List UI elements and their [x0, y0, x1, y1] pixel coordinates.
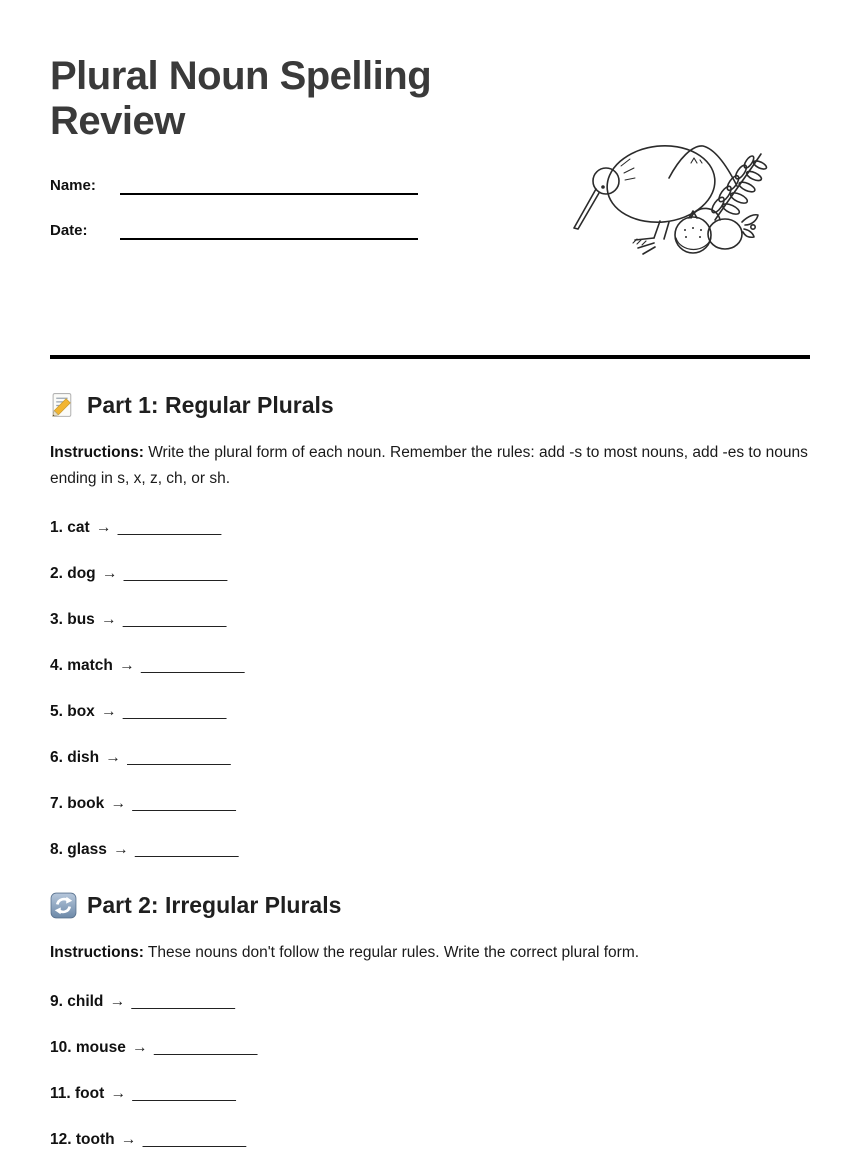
answer-blank: ____________: [142, 1130, 247, 1148]
answer-blank: ____________: [117, 518, 222, 536]
part2-heading: [50, 892, 810, 919]
part1-heading-text: Part 1: Regular Plurals: [87, 391, 334, 418]
answer-blank: ____________: [132, 794, 236, 812]
date-label: Date:: [50, 221, 88, 239]
arrow-glyph: →: [119, 656, 135, 674]
item-word: 6. dish: [50, 748, 100, 766]
memo-pencil-icon: [50, 392, 77, 419]
kiwi-illustration: [565, 132, 815, 272]
item-word: 4. match: [50, 656, 113, 674]
exercise-item-2: [50, 564, 810, 583]
item-word: 3. bus: [50, 610, 95, 628]
exercise-item-3: [50, 610, 810, 629]
item-word: 7. book: [50, 794, 105, 812]
exercise-item-5: [50, 702, 810, 721]
kiwi-bird-drawing: [565, 132, 815, 272]
item-word: 2. dog: [50, 564, 96, 582]
item-word: 9. child: [50, 992, 104, 1010]
answer-blank: ____________: [141, 656, 245, 674]
part1-heading: [50, 392, 810, 419]
answer-blank: ____________: [153, 1038, 258, 1056]
exercise-item-1: [50, 518, 810, 537]
answer-blank: ____________: [122, 702, 227, 720]
exercise-item-7: [50, 794, 810, 813]
part2-items: [50, 992, 810, 1149]
exercise-item-10: [50, 1038, 810, 1057]
arrow-glyph: →: [132, 1038, 148, 1056]
exercise-item-11: [50, 1084, 810, 1103]
arrow-glyph: →: [101, 564, 118, 582]
section-divider: [50, 355, 810, 359]
exercise-item-8: [50, 840, 810, 859]
exercise-item-9: [50, 992, 810, 1011]
item-word: 1. cat: [50, 518, 90, 536]
date-write-line: [120, 220, 418, 240]
answer-blank: ____________: [132, 1084, 236, 1102]
part1-instructions-text: Write the plural form of each noun. Remember the rules: add -s to most nouns, add -es to nouns ending in s, x, z, ch, or sh.: [50, 443, 808, 487]
arrow-glyph: →: [105, 748, 121, 766]
arrow-glyph: →: [95, 518, 112, 536]
part2-instructions-text: These nouns don't follow the regular rules. Write the correct plural form.: [147, 943, 640, 961]
arrow-glyph: →: [120, 1130, 137, 1148]
exercise-item-4: [50, 656, 810, 675]
part1-items: [50, 518, 810, 859]
arrow-glyph: →: [110, 794, 127, 812]
answer-blank: ____________: [123, 564, 228, 582]
part1-instructions-label: Instructions:: [50, 443, 144, 461]
item-word: 10. mouse: [50, 1038, 126, 1056]
item-word: 12. tooth: [50, 1130, 115, 1148]
item-word: 5. box: [50, 702, 95, 720]
part2-instructions: [50, 940, 810, 966]
item-word: 11. foot: [50, 1084, 105, 1102]
exercise-item-12: [50, 1130, 810, 1149]
part2-instructions-label: Instructions:: [50, 943, 144, 961]
answer-blank: ____________: [127, 748, 231, 766]
refresh-arrows-icon: [50, 892, 77, 919]
answer-blank: ____________: [122, 610, 227, 628]
page-title: Plural Noun Spelling Review: [50, 54, 432, 143]
item-word: 8. glass: [50, 840, 107, 858]
arrow-glyph: →: [101, 702, 117, 720]
name-write-line: [120, 175, 418, 195]
arrow-glyph: →: [101, 610, 117, 628]
answer-blank: ____________: [135, 840, 239, 858]
arrow-glyph: →: [109, 992, 126, 1010]
part2-heading-text: Part 2: Irregular Plurals: [87, 891, 342, 918]
arrow-glyph: →: [113, 840, 129, 858]
arrow-glyph: →: [110, 1084, 127, 1102]
exercise-item-6: [50, 748, 810, 767]
part1-instructions: [50, 440, 810, 492]
name-label: Name:: [50, 176, 96, 194]
answer-blank: ____________: [131, 992, 235, 1010]
